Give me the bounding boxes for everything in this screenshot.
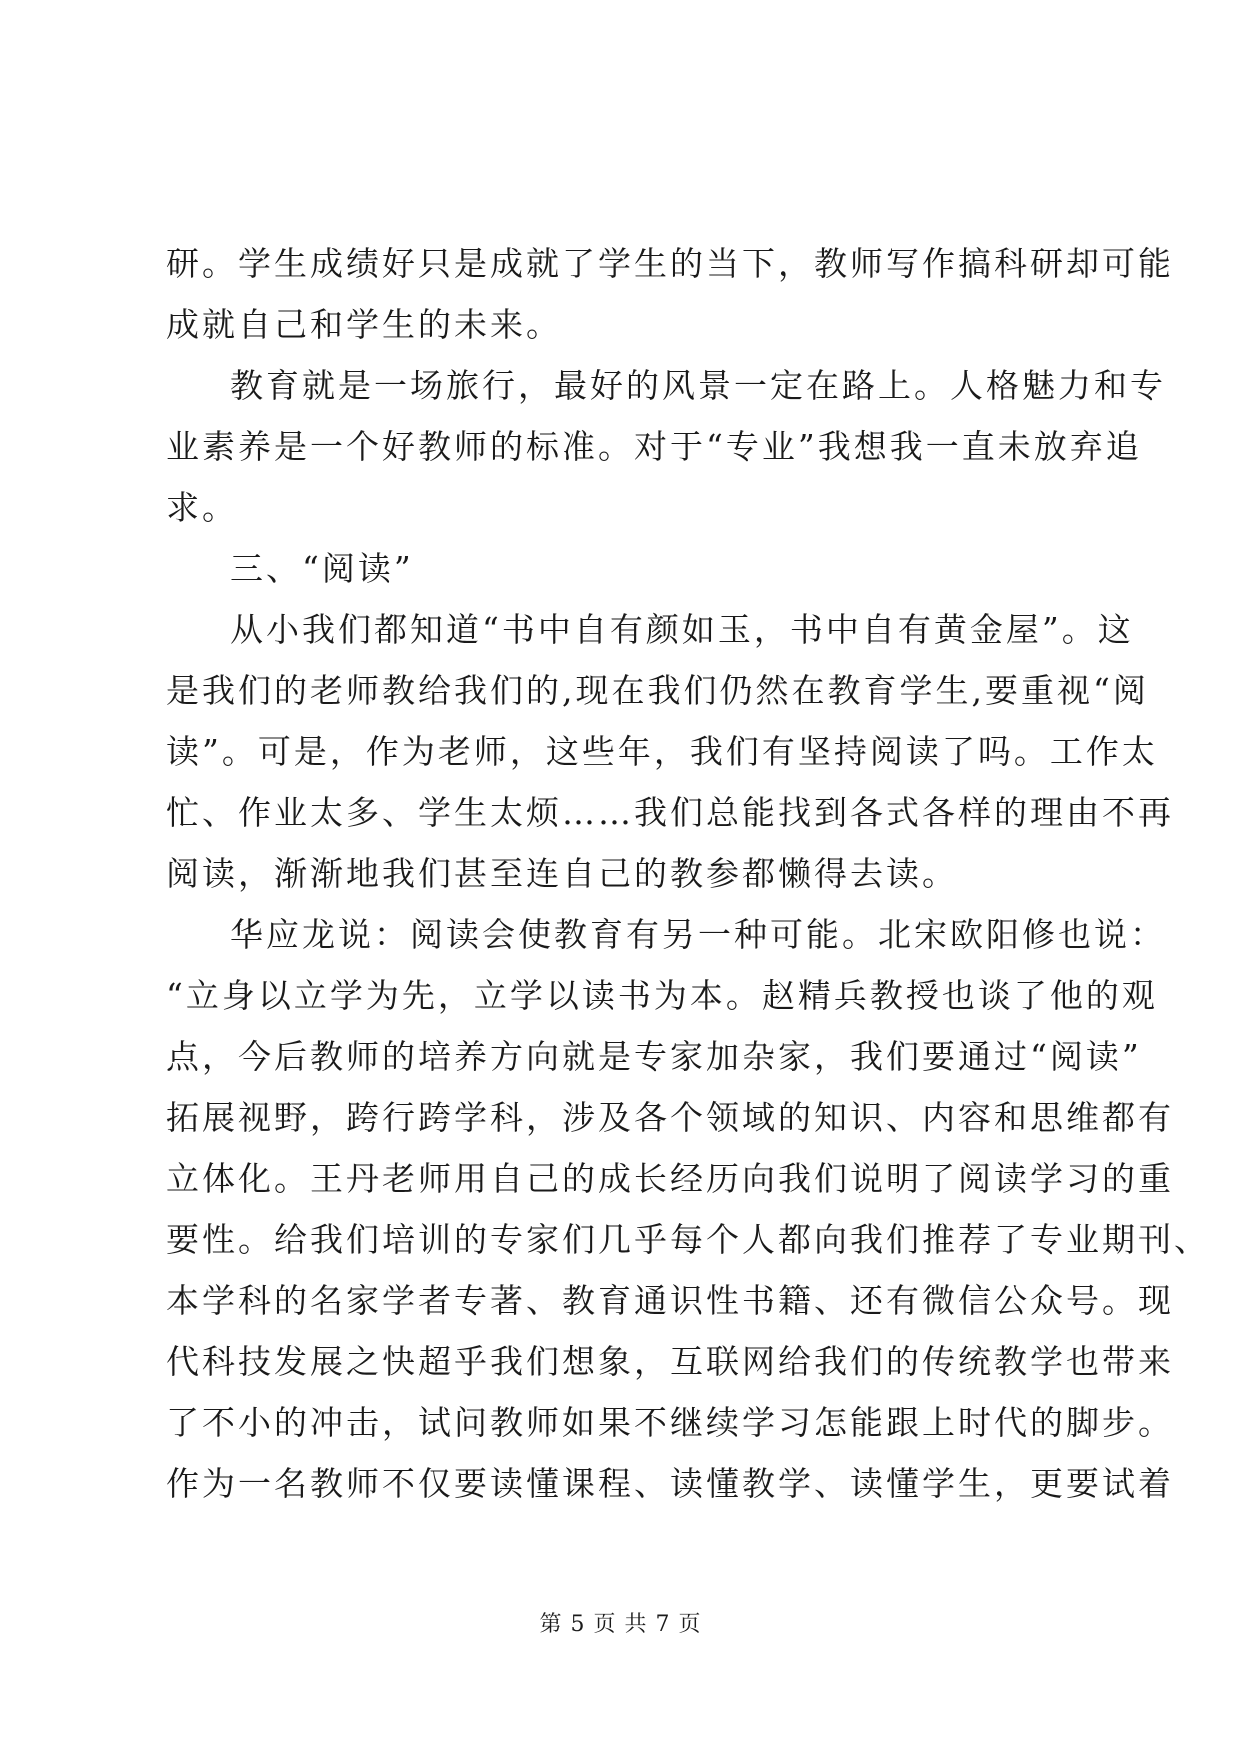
text-line: 了不小的冲击，试问教师如果不继续学习怎能跟上时代的脚步。 <box>166 1403 1174 1442</box>
text-line: 本学科的名家学者专著、教育通识性书籍、还有微信公众号。现 <box>166 1281 1174 1320</box>
text-line: 拓展视野，跨行跨学科，涉及各个领域的知识、内容和思维都有 <box>166 1098 1174 1137</box>
text-line: 业素养是一个好教师的标准。对于“专业”我想我一直未放弃追 <box>166 427 1142 466</box>
text-line: 立体化。王丹老师用自己的成长经历向我们说明了阅读学习的重 <box>166 1159 1174 1198</box>
paragraph-start-line: 教育就是一场旅行，最好的风景一定在路上。人格魅力和专 <box>230 366 1166 405</box>
paragraph-start-line: 从小我们都知道“书中自有颜如玉，书中自有黄金屋”。这 <box>230 610 1134 649</box>
page-number-footer: 第 5 页 共 7 页 <box>539 1612 702 1637</box>
text-line: 作为一名教师不仅要读懂课程、读懂教学、读懂学生，更要试着 <box>166 1464 1174 1503</box>
text-line: 阅读，渐渐地我们甚至连自己的教参都懒得去读。 <box>166 854 958 893</box>
paragraph-start-line: 华应龙说：阅读会使教育有另一种可能。北宋欧阳修也说： <box>230 915 1166 954</box>
body-text <box>166 233 1210 1514</box>
text-line: 忙、作业太多、学生太烦……我们总能找到各式各样的理由不再 <box>166 793 1174 832</box>
section-heading: 三、“阅读” <box>230 549 414 588</box>
text-line: 是我们的老师教给我们的,现在我们仍然在教育学生,要重视“阅 <box>166 671 1149 710</box>
text-line: 求。 <box>166 488 238 527</box>
text-line: 点，今后教师的培养方向就是专家加杂家，我们要通过“阅读” <box>166 1037 1142 1076</box>
text-line: 成就自己和学生的未来。 <box>166 305 562 344</box>
text-line: “立身以立学为先，立学以读书为本。赵精兵教授也谈了他的观 <box>166 976 1158 1015</box>
text-line: 读”。可是，作为老师，这些年，我们有坚持阅读了吗。工作太 <box>166 732 1158 771</box>
text-line: 代科技发展之快超乎我们想象，互联网给我们的传统教学也带来 <box>166 1342 1174 1381</box>
text-line: 研。学生成绩好只是成就了学生的当下，教师写作搞科研却可能 <box>166 244 1174 283</box>
text-line: 要性。给我们培训的专家们几乎每个人都向我们推荐了专业期刊、 <box>166 1220 1210 1259</box>
